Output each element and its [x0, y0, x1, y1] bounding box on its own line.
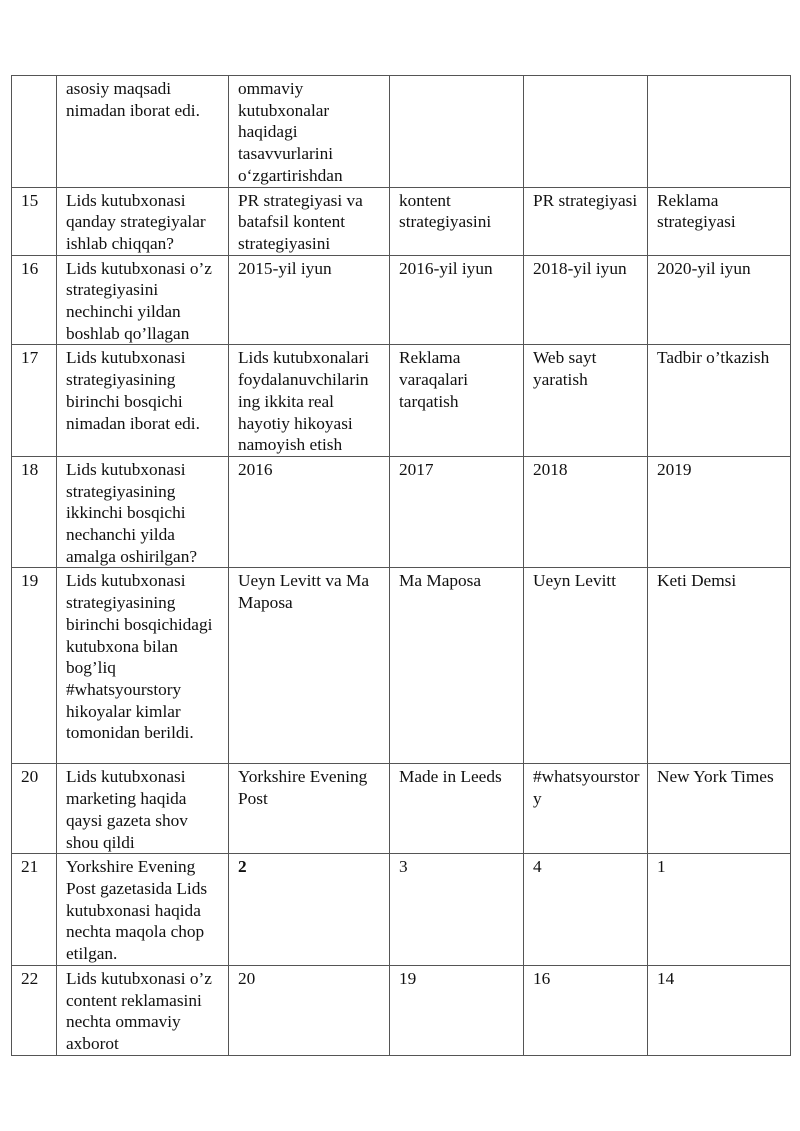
answer-b: 3	[390, 854, 524, 966]
quiz-table	[11, 75, 791, 1056]
question-number: 20	[12, 764, 57, 854]
answer-a: 20	[229, 965, 390, 1055]
answer-c: #whatsyourstory	[524, 764, 648, 854]
table-row	[12, 76, 791, 188]
answer-c: 2018-yil iyun	[524, 255, 648, 345]
answer-d: Keti Demsi	[648, 568, 791, 764]
question-text: Lids kutubxonasi o’z content reklamasini nechta ommaviy axborot	[57, 965, 229, 1055]
table-row	[12, 255, 791, 345]
table-row	[12, 187, 791, 255]
answer-b: Reklama varaqalari tarqatish	[390, 345, 524, 457]
answer-a: Lids kutubxonalari foydalanuvchilarin ing ikkita real hayotiy hikoyasi namoyish etish	[229, 345, 390, 457]
question-number: 21	[12, 854, 57, 966]
answer-a: 2	[229, 854, 390, 966]
answer-b: kontent strategiyasini	[390, 187, 524, 255]
answer-b: 19	[390, 965, 524, 1055]
answer-c: 4	[524, 854, 648, 966]
answer-c: 2018	[524, 456, 648, 568]
question-number: 15	[12, 187, 57, 255]
answer-a: ommaviy kutubxonalar haqidagi tasavvurlarini o‘zgartirishdan	[229, 76, 390, 188]
answer-a: 2015-yil iyun	[229, 255, 390, 345]
question-text: Lids kutubxonasi marketing haqida qaysi gazeta shov shou qildi	[57, 764, 229, 854]
answer-d: New York Times	[648, 764, 791, 854]
answer-d	[648, 76, 791, 188]
answer-c: Web sayt yaratish	[524, 345, 648, 457]
table-row	[12, 854, 791, 966]
answer-d: 14	[648, 965, 791, 1055]
answer-c: 16	[524, 965, 648, 1055]
answer-c: Ueyn Levitt	[524, 568, 648, 764]
table-row	[12, 764, 791, 854]
answer-d: Tadbir o’tkazish	[648, 345, 791, 457]
answer-d: 2020-yil iyun	[648, 255, 791, 345]
answer-b: 2017	[390, 456, 524, 568]
answer-a: 2016	[229, 456, 390, 568]
question-text: Yorkshire Evening Post gazetasida Lids kutubxonasi haqida nechta maqola chop etilgan.	[57, 854, 229, 966]
answer-a: Yorkshire Evening Post	[229, 764, 390, 854]
table-row	[12, 456, 791, 568]
table-row	[12, 568, 791, 764]
question-text: asosiy maqsadi nimadan iborat edi.	[57, 76, 229, 188]
question-text: Lids kutubxonasi qanday strategiyalar ishlab chiqqan?	[57, 187, 229, 255]
question-number: 17	[12, 345, 57, 457]
table-row	[12, 345, 791, 457]
question-text: Lids kutubxonasi strategiyasining birinchi bosqichidagi kutubxona bilan bog’liq #whatsyourstory hikoyalar kimlar tomonidan berildi.	[57, 568, 229, 764]
answer-d: 2019	[648, 456, 791, 568]
question-number	[12, 76, 57, 188]
question-number: 18	[12, 456, 57, 568]
question-text: Lids kutubxonasi o’z strategiyasini nechinchi yildan boshlab qo’llagan	[57, 255, 229, 345]
answer-c: PR strategiyasi	[524, 187, 648, 255]
answer-b	[390, 76, 524, 188]
answer-a: PR strategiyasi va batafsil kontent strategiyasini	[229, 187, 390, 255]
answer-a: Ueyn Levitt va Ma Maposa	[229, 568, 390, 764]
question-text: Lids kutubxonasi strategiyasining birinchi bosqichi nimadan iborat edi.	[57, 345, 229, 457]
answer-c	[524, 76, 648, 188]
answer-b: 2016-yil iyun	[390, 255, 524, 345]
answer-d: Reklama strategiyasi	[648, 187, 791, 255]
answer-b: Made in Leeds	[390, 764, 524, 854]
question-text: Lids kutubxonasi strategiyasining ikkinchi bosqichi nechanchi yilda amalga oshirilgan?	[57, 456, 229, 568]
answer-d: 1	[648, 854, 791, 966]
question-number: 22	[12, 965, 57, 1055]
answer-b: Ma Maposa	[390, 568, 524, 764]
table-row	[12, 965, 791, 1055]
question-number: 16	[12, 255, 57, 345]
question-number: 19	[12, 568, 57, 764]
